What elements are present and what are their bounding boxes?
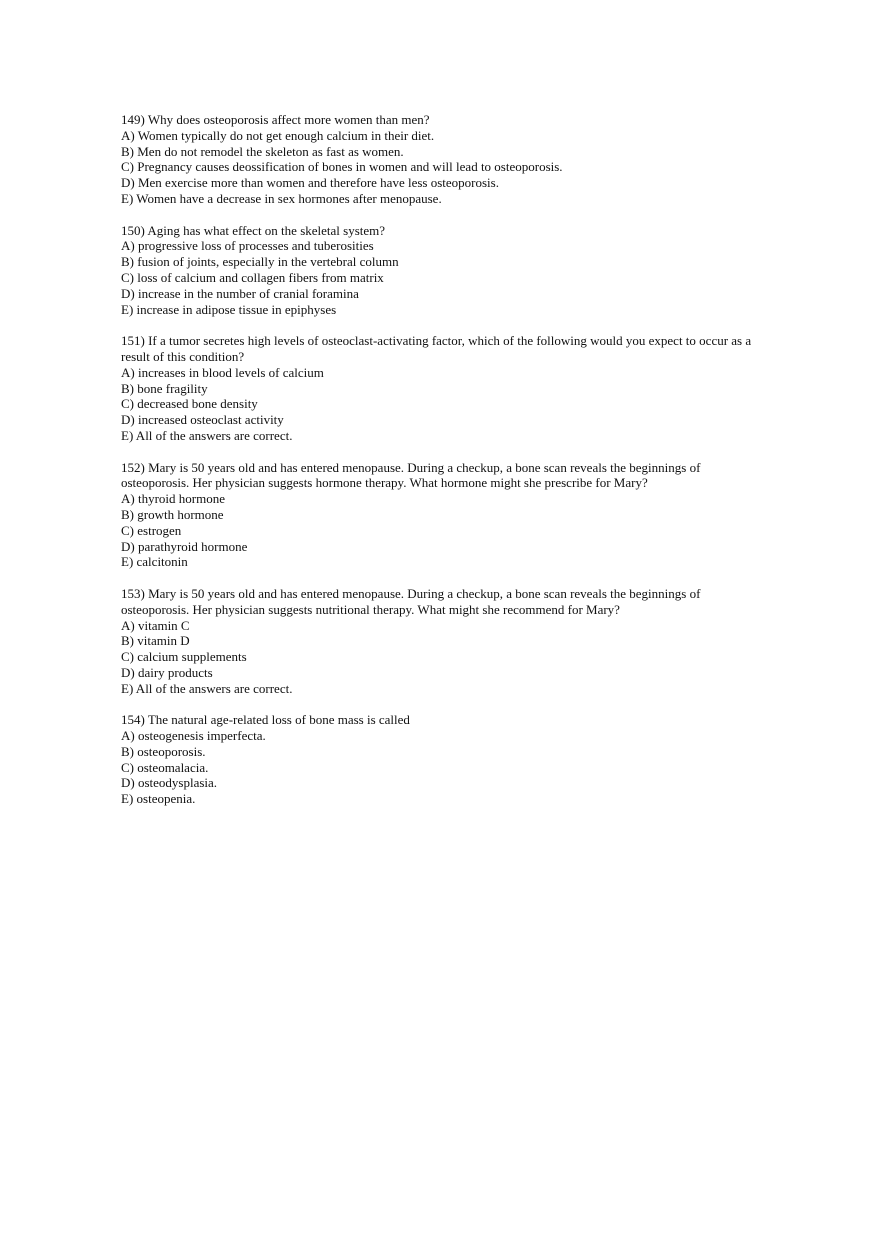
answer-option-c: C) calcium supplements <box>121 649 247 665</box>
answer-option-b: B) osteoporosis. <box>121 743 206 759</box>
answer-option-e: E) increase in adipose tissue in epiphyses <box>121 301 337 317</box>
answer-option-a: A) increases in blood levels of calcium <box>121 364 324 380</box>
answer-option-b: B) fusion of joints, especially in the vertebral column <box>121 254 399 270</box>
answer-option-b: B) growth hormone <box>121 506 224 522</box>
question-stem: 154) The natural age-related loss of bone mass is called <box>121 712 410 728</box>
answer-option-c: C) Pregnancy causes deossification of bones in women and will lead to osteoporosis. <box>121 159 563 175</box>
question-stem: 151) If a tumor secretes high levels of osteoclast-activating factor, which of the following would you expect to occur as a result of this condition? <box>121 333 752 364</box>
answer-option-c: C) decreased bone density <box>121 396 258 412</box>
question-150 <box>121 223 761 318</box>
answer-option-e: E) All of the answers are correct. <box>121 680 293 696</box>
question-stem: 152) Mary is 50 years old and has entered menopause. During a checkup, a bone scan reveals the beginnings of osteoporosis. Her physician suggests hormone therapy. What hormone might she prescribe for Mary? <box>121 459 701 491</box>
answer-option-c: C) loss of calcium and collagen fibers from matrix <box>121 269 384 285</box>
answer-option-a: A) thyroid hormone <box>121 491 225 507</box>
document-page <box>121 112 761 823</box>
answer-option-a: A) progressive loss of processes and tuberosities <box>121 238 374 254</box>
answer-option-a: A) vitamin C <box>121 617 190 633</box>
answer-option-d: D) osteodysplasia. <box>121 775 218 791</box>
answer-option-d: D) parathyroid hormone <box>121 538 248 554</box>
question-stem: 153) Mary is 50 years old and has entered menopause. During a checkup, a bone scan reveals the beginnings of osteoporosis. Her physician suggests nutritional therapy. What might she recommend for Mary? <box>121 585 701 617</box>
answer-option-b: B) Men do not remodel the skeleton as fast as women. <box>121 143 404 159</box>
answer-option-e: E) calcitonin <box>121 554 188 570</box>
question-152 <box>121 460 761 571</box>
answer-option-a: A) Women typically do not get enough calcium in their diet. <box>121 127 435 143</box>
answer-option-e: E) osteopenia. <box>121 791 196 807</box>
answer-option-e: E) Women have a decrease in sex hormones after menopause. <box>121 190 442 206</box>
question-151 <box>121 333 761 444</box>
answer-option-c: C) estrogen <box>121 522 182 538</box>
question-154 <box>121 712 761 807</box>
answer-option-d: D) dairy products <box>121 664 213 680</box>
question-stem: 150) Aging has what effect on the skeletal system? <box>121 222 386 238</box>
question-149 <box>121 112 761 207</box>
answer-option-b: B) vitamin D <box>121 633 190 649</box>
answer-option-d: D) increased osteoclast activity <box>121 412 284 428</box>
answer-option-a: A) osteogenesis imperfecta. <box>121 728 266 744</box>
answer-option-d: D) increase in the number of cranial foramina <box>121 285 359 301</box>
answer-option-b: B) bone fragility <box>121 380 208 396</box>
answer-option-d: D) Men exercise more than women and therefore have less osteoporosis. <box>121 175 499 191</box>
question-stem: 149) Why does osteoporosis affect more women than men? <box>121 112 430 127</box>
answer-option-c: C) osteomalacia. <box>121 759 209 775</box>
answer-option-e: E) All of the answers are correct. <box>121 427 293 443</box>
question-153 <box>121 586 761 697</box>
